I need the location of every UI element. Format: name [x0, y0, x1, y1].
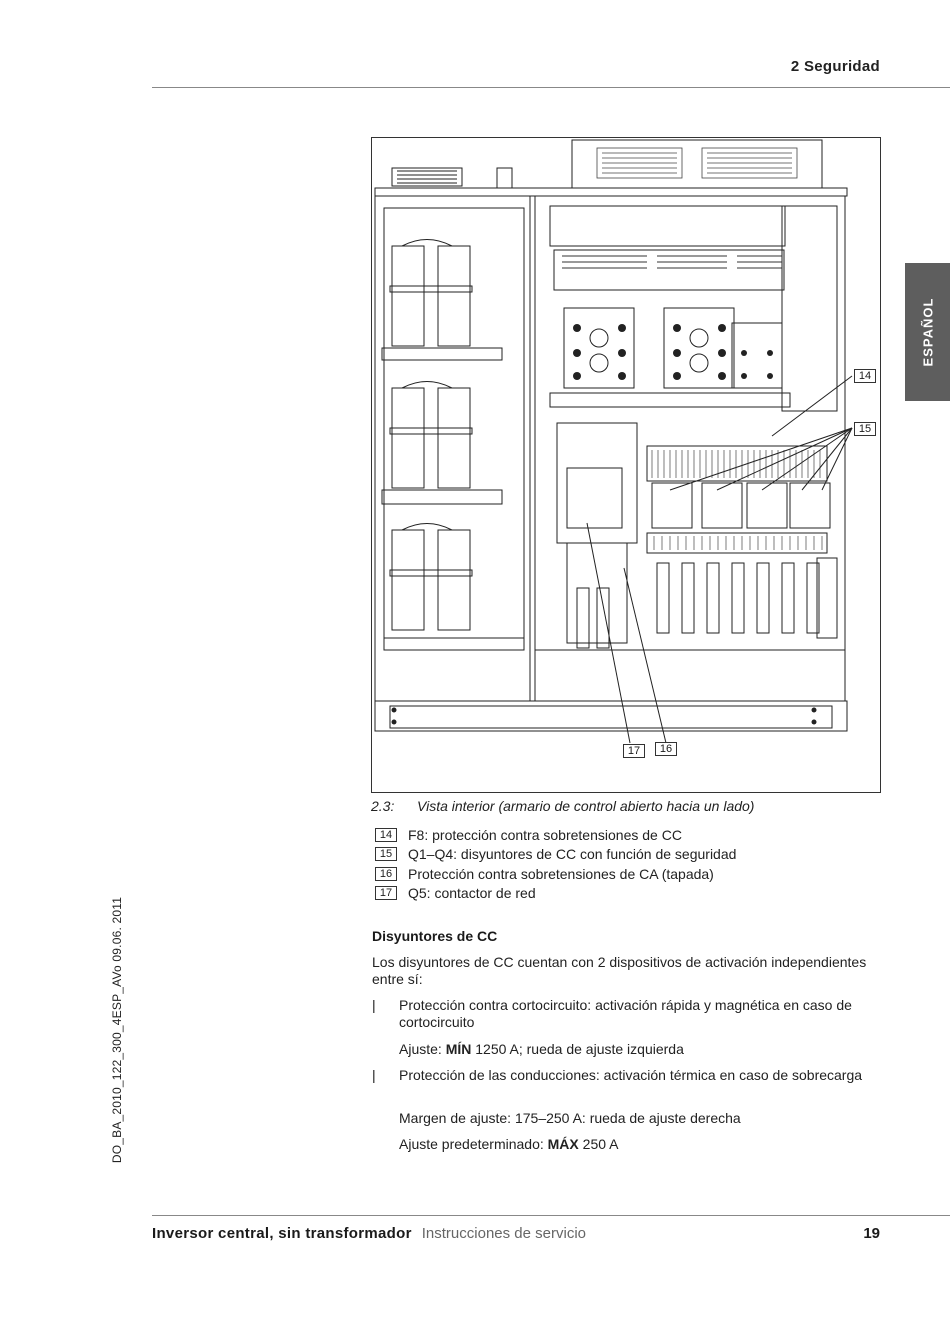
default-suffix: 250 A	[578, 1136, 619, 1152]
legend-text: Protección contra sobretensiones de CA (tapada)	[408, 865, 714, 882]
caption-text: Vista interior (armario de control abierto hacia un lado)	[417, 798, 755, 814]
legend-number: 15	[375, 847, 397, 861]
callout-17: 17	[623, 744, 645, 758]
legend-number: 17	[375, 886, 397, 900]
legend-item	[375, 864, 736, 884]
legend-number: 14	[375, 828, 397, 842]
setting-bold: MÍN	[445, 1041, 472, 1057]
bullet-text: Protección contra cortocircuito: activación rápida y magnética en caso de cortocircuito	[399, 997, 852, 1030]
page-number: 19	[863, 1225, 880, 1242]
language-tab-label: ESPAÑOL	[920, 297, 935, 367]
range-line: Margen de ajuste: 175–250 A: rueda de ajuste derecha	[399, 1110, 741, 1126]
intro-paragraph: Los disyuntores de CC cuentan con 2 dispositivos de activación independientes entre sí:	[372, 954, 867, 987]
language-tab	[905, 263, 950, 401]
default-prefix: Ajuste predeterminado:	[399, 1136, 548, 1152]
default-bold: MÁX	[547, 1136, 579, 1152]
caption-number: 2.3:	[371, 798, 395, 814]
legend-item	[375, 884, 736, 904]
bullet-marker: |	[372, 997, 376, 1013]
callout-16: 16	[655, 742, 677, 756]
footer-product: Inversor central, sin transformador	[152, 1225, 412, 1242]
legend-text: Q1–Q4: disyuntores de CC con función de seguridad	[408, 846, 737, 863]
figure-cabinet-interior	[371, 137, 881, 793]
document-code: DO_BA_2010_122_300_4ESP_AVo 09.06. 2011	[110, 896, 124, 1164]
setting-line	[399, 1041, 884, 1058]
section-heading: Disyuntores de CC	[372, 928, 498, 944]
legend-text: F8: protección contra sobretensiones de CC	[408, 826, 682, 843]
setting-suffix: 1250 A; rueda de ajuste izquierda	[471, 1041, 684, 1057]
footer-rule	[152, 1215, 950, 1216]
legend-number: 16	[375, 867, 397, 881]
bullet-marker: |	[372, 1067, 376, 1083]
section-header: 2 Seguridad	[790, 58, 880, 75]
figure-legend	[375, 825, 736, 903]
figure-caption	[371, 798, 754, 814]
callout-14: 14	[854, 369, 876, 383]
footer-doc-type: Instrucciones de servicio	[421, 1225, 586, 1242]
header-rule	[152, 87, 950, 88]
legend-item	[375, 825, 736, 845]
setting-prefix: Ajuste:	[399, 1041, 446, 1057]
cabinet-drawing	[372, 138, 882, 794]
legend-item	[375, 845, 736, 865]
bullet-text: Protección de las conducciones: activación térmica en caso de sobrecarga	[399, 1067, 863, 1083]
legend-text: Q5: contactor de red	[408, 885, 536, 902]
footer-title	[152, 1225, 586, 1242]
default-line	[399, 1136, 884, 1153]
callout-15: 15	[854, 422, 876, 436]
